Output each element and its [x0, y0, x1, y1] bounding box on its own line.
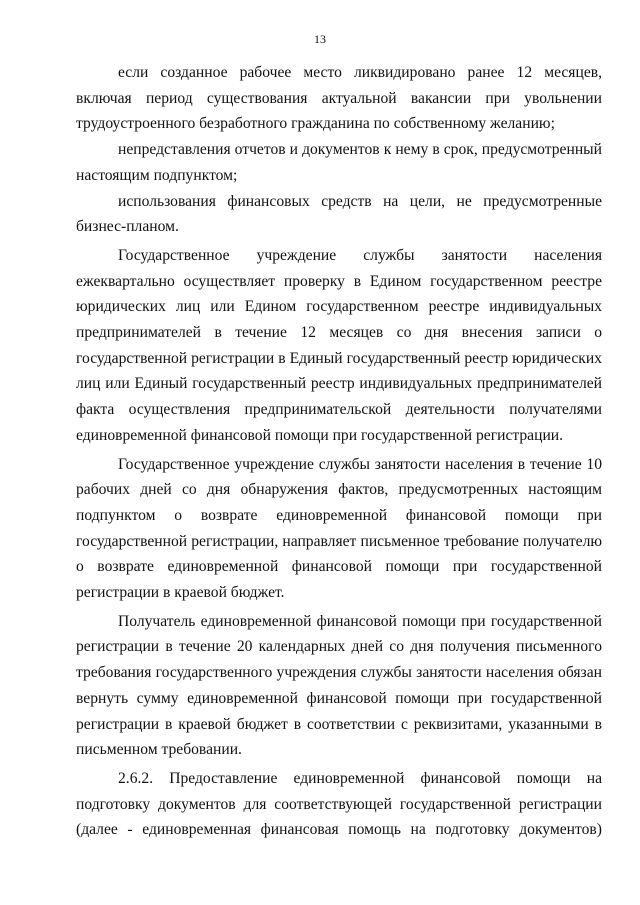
paragraph-liquidated-workplace: если созданное рабочее место ликвидировано ранее 12 месяцев, включая период существования актуальной вакансии при увольнении трудоустроенного безработного гражданина по собственному желанию; [76, 64, 602, 133]
document-body [76, 60, 602, 843]
paragraph-reports-not-submitted: непредставления отчетов и документов к нему в срок, предусмотренный настоящим подпунктом; [76, 141, 602, 184]
paragraph-refund-deadline: Получатель единовременной финансовой помощи при государственной регистрации в течение 20 календарных дней со дня получения письменного требования государственного учреждения службы занятости населения обязан вернуть сумму единовременной финансовой помощи при государственной регистрации в краевой бюджет в соответствии с реквизитами, указанными в письменном требовании. [76, 612, 602, 759]
paragraph-quarterly-check: Государственное учреждение службы занятости населения ежеквартально осуществляет проверку в Едином государственном реестре юридических лиц или Едином государственном реестре индивидуальных предпринимателей в течение 12 месяцев со дня внесения записи о государственной регистрации в Единый государственный реестр юридических лиц или Единый государственный реестр индивидуальных предпринимателей факта осуществления предпринимательской деятельности получателями единовременной финансовой помощи при государственной регистрации. [76, 246, 602, 444]
paragraph-section-2-6-2: 2.6.2. Предоставление единовременной финансовой помощи на подготовку документов для соответствующей государственной регистрации (далее - единовременная финансовая помощь на подготовку документов) [76, 769, 602, 839]
page-number: 13 [314, 32, 326, 46]
paragraph-misuse-of-funds: использования финансовых средств на цели, не предусмотренные бизнес-планом. [76, 192, 602, 236]
paragraph-return-requirement: Государственное учреждение службы занятости населения в течение 10 рабочих дней со дня обнаружения фактов, предусмотренных настоящим подпунктом о возврате единовременной финансовой помощи при государственной регистрации, направляет письменное требование получателю о возврате единовременной финансовой помощи при государственной регистрации в краевой бюджет. [76, 455, 602, 602]
